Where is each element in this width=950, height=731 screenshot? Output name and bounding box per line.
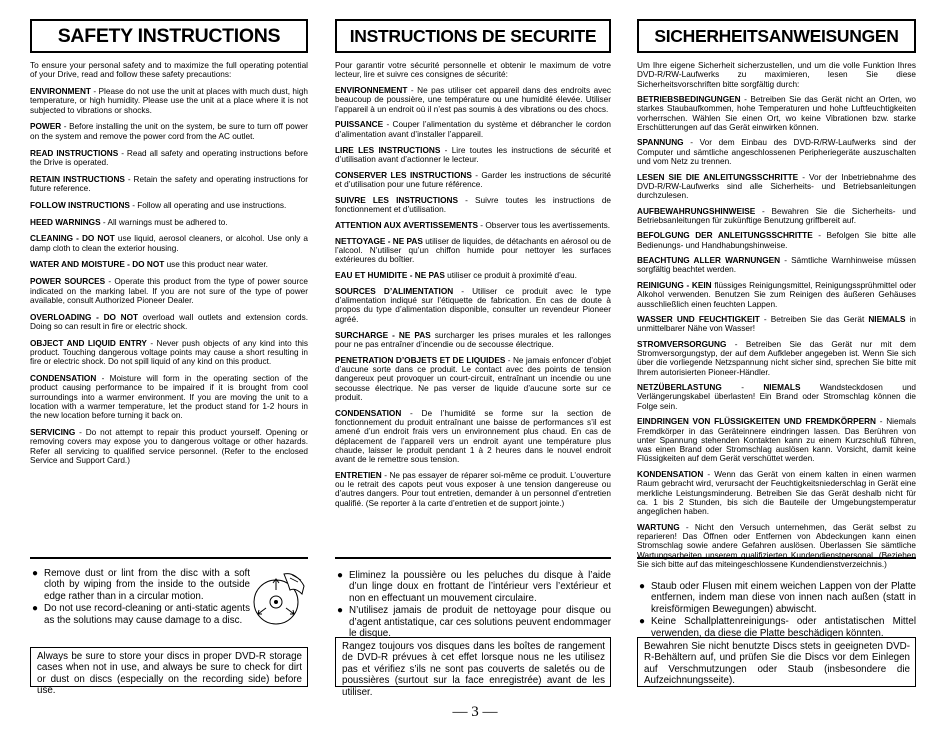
instruction-item: STROMVERSORGUNG - Betreiben Sie das Gerät nur mit dem Stromversorgungstyp, der auf dem Aufkleber angegeben ist. Wenn Sie sich über die vorliegende Netzspannung nicht sicher sind, sprechen Sie bitte mit Ihrem autorisierten Pioneer-Händler. bbox=[637, 339, 916, 377]
storage-note-french: Rangez toujours vos disques dans les boîtes de rangement de DVD-R prévues à cet effet lorsque nous ne les utilisez pas et vérifiez s’ils ne sont pas couverts de saletés ou de poussières (surtout sur la face enregistrée) avant de les utiliser. bbox=[335, 637, 611, 687]
instruction-item: OVERLOADING - DO NOT overload wall outlets and extension cords. Doing so can result in fire or electric shock. bbox=[30, 312, 309, 331]
instruction-item: WASSER UND FEUCHTIGKEIT - Betreiben Sie das Gerät NIEMALS in unmittelbarer Nähe von Wasser! bbox=[637, 315, 916, 334]
instruction-item: WARTUNG - Nicht den Versuch unternehmen, das Gerät selbst zu reparieren! Das Öffnen oder Entfernen von Abdeckungen kann einen Stromschlag sowie andere Gefahren auslösen. Überlassen Sie sämtliche Wartungsarbeiten unserem qualifizierten Kundendienstpersonal. (Beziehen Sie sich bitte auf das miteingeschlossene Kundendienstverzeichnis.) bbox=[637, 522, 916, 569]
instruction-item: CONSERVER LES INSTRUCTIONS - Garder les instructions de sécurité et d’utilisation pour une future référence. bbox=[335, 170, 611, 189]
section-title-french: INSTRUCTIONS DE SECURITE bbox=[335, 19, 611, 53]
instruction-item: HEED WARNINGS - All warnings must be adhered to. bbox=[30, 217, 228, 227]
list-item: ● Remove dust or lint from the disc with a soft cloth by wiping from the inside to the outside edge rather than in a circular motion. bbox=[32, 568, 250, 602]
instruction-item: EINDRINGEN VON FLÜSSIGKEITEN UND FREMDKÖRPERN - Niemals Fremdkörper in das Geräteinnere eindringen lassen. Das Berühren von unter Spannung stehenden Kontakten kann zu einem Kurzschluß führen, was einen Brand oder Stromschlag auslösen kann. Vorsicht, damit keine Flüssigkeiten auf dem Gerät verschüttet werden. bbox=[637, 417, 916, 464]
instruction-item: LIRE LES INSTRUCTIONS - Lire toutes les instructions de sécurité et d’utilisation avant d’actionner le lecteur. bbox=[335, 145, 612, 164]
bullet-icon: ● bbox=[337, 605, 344, 617]
intro-paragraph: To ensure your personal safety and to maximize the full operating potential of your Drive, read and follow these safety precautions: bbox=[30, 61, 308, 80]
disc-wiping-illustration-icon bbox=[248, 568, 308, 628]
instruction-item: ATTENTION AUX AVERTISSEMENTS - Observer tous les avertissements. bbox=[335, 220, 611, 230]
section-title-english: SAFETY INSTRUCTIONS bbox=[30, 19, 308, 53]
list-item: ● Staub oder Flusen mit einem weichen Lappen von der Platte entfernen, indem man diese von innen nach außen (statt in kreisförmigen Bewegungen) abwischt. bbox=[639, 581, 916, 615]
bullet-icon: ● bbox=[337, 570, 344, 581]
instruction-item: PENETRATION D’OBJETS ET DE LIQUIDES - Ne jamais enfoncer d’objet d’aucune sorte dans ce produit. Le contact avec des points de tension dangereux peut provoquer un court-circuit, entraînant un incendie ou une secousse électrique. Ne pas verser de liquide d’aucune sorte sur ce produit. bbox=[335, 355, 611, 402]
disc-care-list-german bbox=[637, 581, 916, 640]
instruction-item: CLEANING - DO NOT use liquid, aerosol cleaners, or alcohol. Use only a damp cloth to clean the exterior housing. bbox=[30, 234, 309, 253]
instruction-item: SURCHARGE - NE PAS surcharger les prises murales et les rallonges pour ne pas entraîner d’incendie ou de secousse électrique. bbox=[335, 330, 612, 349]
instruction-item: EAU ET HUMIDITE - NE PAS utiliser ce produit à proximité d’eau. bbox=[335, 271, 577, 281]
intro-paragraph: Um Ihre eigene Sicherheit sicherzustellen, und um die volle Funktion Ihres DVD-R/RW-Laufwerks zu maximieren, lesen Sie diese Sicherheitsvorschriften bitte sorgfältig durch: bbox=[637, 61, 916, 89]
instruction-item: NETZÜBERLASTUNG - NIEMALS Wandsteckdosen und Verlängerungskabel überlasten! Ein Brand oder Stromschlag können die Folge sein. bbox=[637, 383, 916, 411]
instruction-item: WATER AND MOISTURE - DO NOT use this product near water. bbox=[30, 260, 268, 270]
instruction-item: PUISSANCE - Couper l’alimentation du système et débrancher le cordon d’alimentation avant d’installer l’appareil. bbox=[335, 120, 611, 139]
bullet-icon: ● bbox=[32, 568, 39, 579]
instruction-item: SOURCES D’ALIMENTATION - Utiliser ce produit avec le type d’alimentation indiqué sur l’étiquette de fabrication. En cas de doute à propos du type d’alimentation disponible, consulter un revendeur Pioneer agréé. bbox=[335, 286, 611, 324]
disc-care-list-english bbox=[30, 568, 250, 627]
instruction-item: POWER - Before installing the unit on the system, be sure to turn off power on the system and remove the power cord from the AC outlet. bbox=[30, 122, 308, 141]
page-number: — 3 — bbox=[452, 704, 498, 720]
instruction-item: KONDENSATION - Wenn das Gerät von einem kalten in einen warmen Raum gebracht wird, verursacht der Feuchtigkeitsniederschlag in Gerät eine merkliche Leistungsminderung. Betreiben Sie das Gerät deshalb nicht für ca. 1 bis 2 Stunden, bis sich die Bauteile der Umgebungstemperatur angeglichen haben. bbox=[637, 469, 916, 517]
list-item: ● Keine Schallplattenreinigungs- oder antistatischen Mittel verwenden, da diese die Platte beschädigen könnten. bbox=[639, 616, 916, 639]
instruction-item: BEACHTUNG ALLER WARNUNGEN - Sämtliche Warnhinweise müssen sorgfältig beachtet werden. bbox=[637, 256, 916, 275]
instruction-item: SUIVRE LES INSTRUCTIONS - Suivre toutes les instructions de fonctionnement et d’utilisation. bbox=[335, 195, 611, 215]
instruction-item: POWER SOURCES - Operate this product from the type of power source indicated on the marking label. If you are not sure of the type of power available, consult Authorized Pioneer Dealer. bbox=[30, 277, 308, 305]
section-divider bbox=[30, 557, 308, 559]
instruction-item: CONDENSATION - De l’humidité se forme sur la section de fonctionnement du produit entraînant une baisse de performances s’il est amené d’un endroit frais vers un environnement plus chaud. En cas de déplacement de l’appareil vers un endroit ayant une température plus chaude, laisser le produit pendant 1 à 2 heures dans le nouvel endroit avant de le remettre sous tension. bbox=[335, 408, 611, 465]
intro-paragraph: Pour garantir votre sécurité personnelle et obtenir le maximum de votre lecteur, lire et suivre ces consignes de sécurité: bbox=[335, 61, 611, 80]
bullet-icon: ● bbox=[639, 581, 646, 592]
instruction-item: RETAIN INSTRUCTIONS - Retain the safety and operating instructions for future reference. bbox=[30, 174, 309, 193]
instruction-item: ENVIRONNEMENT - Ne pas utiliser cet appareil dans des endroits avec beaucoup de poussière, une température ou une humidité élevée. Utiliser l’appareil à un endroit où il n’est pas soumis à des vibrations ou des chocs. bbox=[335, 86, 611, 114]
list-item: ● Eliminez la poussière ou les peluches du disque à l’aide d’un linge doux en frottant de l’intérieur vers l’extérieur et non en effectuant un mouvement circulaire. bbox=[337, 570, 611, 604]
list-item: ● Do not use record-cleaning or anti-static agents as the solutions may cause damage to a disc. bbox=[32, 603, 250, 626]
instruction-item: READ INSTRUCTIONS - Read all safety and operating instructions before the Drive is operated. bbox=[30, 148, 309, 167]
safety-text-german bbox=[637, 61, 916, 575]
section-divider bbox=[637, 557, 916, 559]
safety-text-french bbox=[335, 61, 611, 515]
bullet-icon: ● bbox=[639, 616, 646, 628]
list-item: ● N’utilisez jamais de produit de nettoyage pour disque ou d’agent antistatique, car ces solutions peuvent endommager le disque. bbox=[337, 605, 611, 640]
instruction-item: BETRIEBSBEDINGUNGEN - Betreiben Sie das Gerät nicht an Orten, wo starkes Staubaufkommen, hohe Temperaturen und hohe Luftfeuchtigkeiten vorherrschen. Wählen Sie einen Ort, wo keine Vibrationen bzw. starke Erschütterungen auf das Gerät einwirken können. bbox=[637, 95, 916, 132]
instruction-item: SERVICING - Do not attempt to repair this product yourself. Opening or removing covers may expose you to dangerous voltage or other hazards. Refer all servicing to qualified service personnel. (Refer to the enclosed Service and Support Card.) bbox=[30, 428, 308, 465]
instruction-item: NETTOYAGE - NE PAS utiliser de liquides, de détachants en aérosol ou de l’alcool. N’utiliser qu’un chiffon humide pour nettoyer les surfaces extérieures du boîtier. bbox=[335, 236, 612, 265]
storage-note-english: Always be sure to store your discs in proper DVD-R storage cases when not in use, and always be sure to check for dirt or dust on discs (especially on the recording side) before use. bbox=[30, 647, 308, 687]
instruction-item: FOLLOW INSTRUCTIONS - Follow all operating and use instructions. bbox=[30, 200, 287, 210]
instruction-item: LESEN SIE DIE ANLEITUNGSSCHRITTE - Vor der Inbetriebnahme des DVD-R/RW-Laufwerks sind alle Sicherheits- und Betriebsanleitungen durchzulesen. bbox=[637, 172, 916, 201]
instruction-item: SPANNUNG - Vor dem Einbau des DVD-R/RW-Laufwerks sind der Computer und sämtliche angeschlossenen Peripheriegeräte auszuschalten und vom Netz zu trennen. bbox=[637, 138, 916, 167]
instruction-item: CONDENSATION - Moisture will form in the operating section of the product causing performance to be impaired if it is brought from cool surroundings into a warmer environment. If you are moving the unit to a location with a warmer temperature, let the product stand for 1-2 hours in the new location before turning it back on. bbox=[30, 374, 308, 421]
section-divider bbox=[335, 557, 611, 559]
instruction-item: ENTRETIEN - Ne pas essayer de réparer soi-même ce produit. L’ouverture ou le retrait des capots peut vous exposer à une tension dangereuse ou d’autres dangers. Pour tout entretien, demander à un personnel d’entretien qualifié. (Se reporter à la carte d’entretien et de support jointe.) bbox=[335, 470, 611, 508]
section-title-german: SICHERHEITSANWEISUNGEN bbox=[637, 19, 916, 53]
instruction-item: OBJECT AND LIQUID ENTRY - Never push objects of any kind into this product. Touching dangerous voltage points may cause a short resulting in fire or electric shock. Do not spill liquid of any kind on this product. bbox=[30, 338, 308, 367]
instruction-item: REINIGUNG - KEIN flüssiges Reinigungsmittel, Reinigungssprühmittel oder Alkohol verwenden. Benutzen Sie zum Reinigen des äußeren Gehäuses ausschließlich einen feuchten Lappen. bbox=[637, 280, 917, 309]
safety-text-english bbox=[30, 61, 308, 473]
storage-note-german: Bewahren Sie nicht benutzte Discs stets in geeigneten DVD-R-Behältern auf, und prüfen Sie die Discs vor dem Einlegen auf Verschmutzungen oder Staub (insbesondere die Aufzeichnungsseite). bbox=[637, 637, 916, 687]
instruction-item: ENVIRONMENT - Please do not use the unit at places with much dust, high temperature, or high humidity. Please use the unit at a place where it is not subjected to vibrations or shocks. bbox=[30, 87, 308, 115]
instruction-item: BEFOLGUNG DER ANLEITUNGSSCHRITTE - Befolgen Sie bitte alle Bedienungs- und Handhabungshinweise. bbox=[637, 231, 916, 250]
instruction-item: AUFBEWAHRUNGSHINWEISE - Bewahren Sie die Sicherheits- und Betriebsanleitungen für zukünftige Benutzung griffbereit auf. bbox=[637, 206, 916, 225]
bullet-icon: ● bbox=[32, 603, 39, 615]
disc-care-list-french bbox=[335, 570, 611, 640]
